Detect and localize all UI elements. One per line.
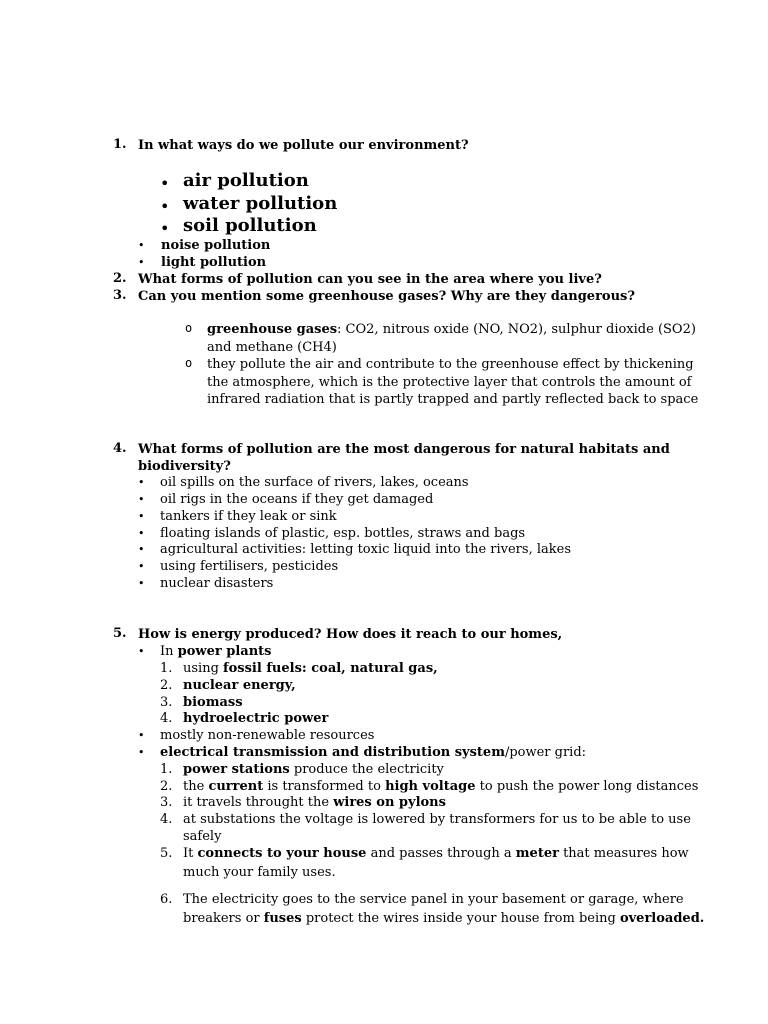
bullet-icon: • — [160, 174, 170, 193]
bullet-icon: • — [138, 510, 145, 523]
sub-number: 2. — [160, 678, 173, 693]
line: the atmosphere, which is the protective layer that controls the amount of — [207, 374, 692, 390]
text: In — [160, 644, 178, 659]
list-item: soil pollution — [183, 215, 317, 236]
sub-item — [183, 660, 438, 677]
text: it travels throught the — [183, 795, 334, 810]
text: to push the power long distances — [475, 779, 699, 794]
definition-cont: and methane (CH4) — [207, 339, 337, 355]
sub-item-cont — [183, 910, 704, 927]
sub-number: 5. — [160, 846, 173, 861]
question-number: 2. — [113, 271, 127, 286]
list-item: nuclear disasters — [160, 576, 274, 591]
list-item: air pollution — [183, 170, 309, 191]
question-number: 4. — [113, 441, 127, 456]
bullet-icon: • — [138, 543, 145, 556]
term: nuclear energy, — [183, 678, 296, 693]
sub-item — [183, 794, 446, 811]
line: infrared radiation that is partly trapped and partly reflected back to space — [207, 392, 699, 407]
circle-bullet-icon: o — [185, 321, 193, 335]
list-item — [160, 643, 271, 660]
sub-item-cont: safely — [183, 829, 222, 844]
sub-number: 4. — [160, 711, 173, 726]
text: the — [183, 779, 209, 794]
question-text: How is energy produced? How does it reach to our homes, — [138, 627, 563, 642]
term: fuses — [263, 911, 302, 926]
list-item: mostly non-renewable resources — [160, 728, 375, 743]
sub-number: 4. — [160, 812, 173, 827]
sub-item-cont: much your family uses. — [183, 865, 336, 880]
sub-item — [183, 677, 296, 694]
text: that measures how — [558, 846, 689, 861]
sub-number: 1. — [160, 762, 173, 777]
text: and passes through a — [366, 846, 516, 861]
list-item: agricultural activities: letting toxic liquid into the rivers, lakes — [160, 542, 571, 557]
bullet-icon: • — [138, 527, 145, 540]
definition: : CO2, nitrous oxide (NO, NO2), sulphur dioxide (SO2) — [337, 322, 696, 337]
bullet-icon: • — [138, 729, 145, 742]
bullet-icon: • — [138, 645, 145, 658]
term: electrical transmission and distribution system — [160, 745, 505, 760]
sub-item: at substations the voltage is lowered by transformers for us to be able to use — [183, 812, 691, 827]
term: overloaded. — [619, 911, 705, 926]
text: It — [183, 846, 198, 861]
term: power plants — [177, 644, 272, 659]
sub-item: The electricity goes to the service panel in your basement or garage, where — [183, 892, 684, 907]
term: high voltage — [385, 779, 476, 794]
text: produce the electricity — [289, 762, 444, 777]
bullet-icon: • — [138, 560, 145, 573]
term: greenhouse gases — [207, 322, 338, 337]
text: is transformed to — [263, 779, 386, 794]
list-item: using fertilisers, pesticides — [160, 559, 339, 574]
sub-number: 3. — [160, 695, 173, 710]
bullet-icon: • — [160, 197, 170, 216]
list-item: tankers if they leak or sink — [160, 509, 337, 524]
list-item — [207, 321, 696, 356]
text: /power grid: — [504, 745, 587, 760]
term: wires on pylons — [333, 795, 446, 810]
term: fossil fuels: coal, natural gas, — [223, 661, 438, 676]
question-number: 1. — [113, 137, 127, 152]
bullet-icon: • — [138, 239, 145, 252]
sub-number: 6. — [160, 892, 173, 907]
line: they pollute the air and contribute to the greenhouse effect by thickening — [207, 357, 694, 372]
question-number: 5. — [113, 626, 127, 641]
list-item: water pollution — [183, 193, 338, 214]
bullet-icon: • — [138, 476, 145, 489]
question-number: 3. — [113, 288, 127, 303]
sub-item — [183, 761, 444, 778]
list-item: light pollution — [161, 255, 267, 270]
list-item: oil rigs in the oceans if they get damaged — [160, 492, 434, 507]
term: connects to your house — [197, 846, 367, 861]
circle-bullet-icon: o — [185, 356, 193, 370]
list-item: noise pollution — [161, 238, 271, 253]
text: protect the wires inside your house from being — [301, 911, 620, 926]
term: meter — [515, 846, 559, 861]
term: biomass — [183, 695, 243, 710]
sub-item — [183, 845, 689, 862]
question-text: What forms of pollution can you see in the area where you live? — [138, 272, 602, 287]
sub-number: 2. — [160, 779, 173, 794]
term: power stations — [183, 762, 290, 777]
list-item: floating islands of plastic, esp. bottles, straws and bags — [160, 526, 526, 541]
question-text: What forms of pollution are the most dangerous for natural habitats and — [138, 442, 670, 457]
term: current — [208, 779, 264, 794]
question-text-cont: biodiversity? — [138, 459, 231, 474]
bullet-icon: • — [138, 256, 145, 269]
list-item — [160, 744, 586, 761]
bullet-icon: • — [138, 493, 145, 506]
text: breakers or — [183, 911, 264, 926]
sub-number: 3. — [160, 795, 173, 810]
bullet-icon: • — [138, 746, 145, 759]
sub-number: 1. — [160, 661, 173, 676]
list-item: oil spills on the surface of rivers, lakes, oceans — [160, 475, 469, 490]
bullet-icon: • — [160, 219, 170, 238]
sub-item — [183, 778, 698, 795]
text: using — [183, 661, 224, 676]
term: hydroelectric power — [183, 711, 329, 726]
sub-item — [183, 710, 328, 727]
question-text: Can you mention some greenhouse gases? Why are they dangerous? — [138, 289, 635, 304]
sub-item — [183, 694, 243, 711]
bullet-icon: • — [138, 577, 145, 590]
question-text: In what ways do we pollute our environment? — [138, 138, 469, 153]
list-item — [207, 356, 698, 409]
